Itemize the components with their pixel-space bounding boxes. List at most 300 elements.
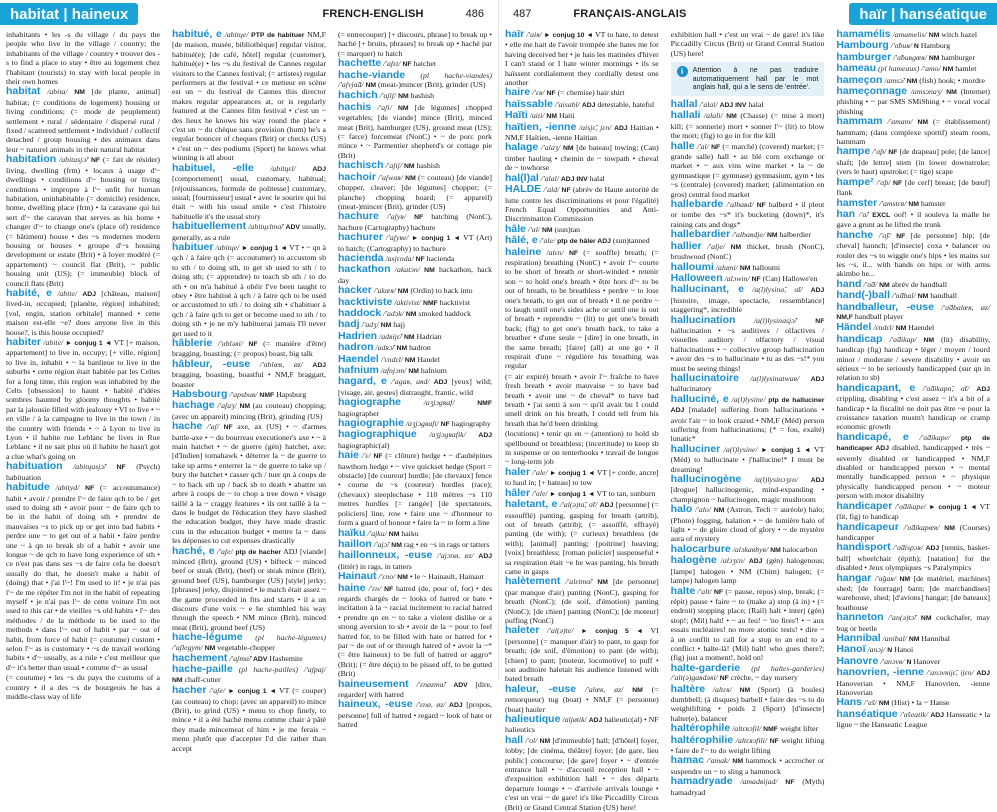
grammar-label: NM xyxy=(397,104,409,112)
headword: haletant, e xyxy=(505,498,558,511)
dictionary-entry xyxy=(671,111,825,140)
headword: hallucinogène xyxy=(670,473,742,486)
grammar-label: NF xyxy=(569,249,579,257)
pronunciation: /ɛndɛl/ xyxy=(873,323,894,333)
definition-text: [yeux] wild; [visage, air, gestes] distraught, frantic, wild xyxy=(338,377,493,397)
grammar-label: ADJ xyxy=(82,290,96,298)
definition-text: (gén) halogenous; [lampe] halogen • NM (Chim) halogen; (= lampe) halogen lamp xyxy=(670,556,825,586)
headword: habituellement xyxy=(172,220,247,233)
definition-text: (sun)tan xyxy=(554,224,581,234)
headword: hanséatique xyxy=(836,707,898,720)
headword: hâbleur, -euse xyxy=(172,357,251,370)
pronunciation: /'alje/ xyxy=(707,241,725,251)
pronunciation: /abityd/ xyxy=(55,483,80,493)
dictionary-entry xyxy=(6,155,160,288)
grammar-label: NM xyxy=(405,174,416,182)
definition-text: hatchet xyxy=(413,59,436,69)
pronunciation: /akatɔn/ xyxy=(394,265,420,275)
grammar-label: ADJ xyxy=(599,502,614,510)
grammar-label: NM xyxy=(944,524,955,532)
definition-text: (au couteau) chopping; (avec un appareil) mincing (Brit), grinding (US) xyxy=(172,401,327,421)
dictionary-entry xyxy=(836,117,990,146)
dictionary-entry xyxy=(172,633,326,653)
pronunciation: /'aʃɛt/ xyxy=(383,59,401,69)
grammar-label: ► conjug 1 ◄ xyxy=(227,688,277,696)
grammar-label: ► conjug 1 ◄ xyxy=(241,244,288,252)
pronunciation: /'anɔvʀijɛ̃, ijɛn/ xyxy=(926,668,974,678)
pronunciation: /adʀijɛ̃/ xyxy=(379,331,403,341)
right-column-3 xyxy=(830,28,996,730)
grammar-label: ADJ xyxy=(810,477,825,485)
grammar-label: NM xyxy=(239,403,251,411)
pronunciation: /a(l)lysinasjɔ̃/ xyxy=(753,315,797,325)
dictionary-entry xyxy=(338,451,492,527)
grammar-label: NM xyxy=(397,574,408,582)
pronunciation: /alɔʒɛn/ xyxy=(720,556,745,566)
definition-text: [de drapeau] pole; [de lance] shaft; [de lettre] stem (in lower downstroke; (vers le haut) upstroke; (= tige) scape xyxy=(836,147,991,177)
grammar-label: NM xyxy=(403,163,415,171)
grammar-label: ADJ xyxy=(748,558,763,566)
grammar-label: NM xyxy=(942,66,954,74)
pronunciation: (pl hameaux) /'amo/ xyxy=(877,64,941,74)
grammar-label: NMF xyxy=(477,400,492,408)
grammar-label: NM xyxy=(404,356,416,364)
headword: Hannibal xyxy=(836,631,881,644)
definition-text: (= établissement) hammam; (dans complexe sportif) steam room, hammam xyxy=(836,117,991,147)
headword: haltérophile xyxy=(670,722,731,735)
definition-text: VT [+ corde, ancre] to haul in; [+ bateau] to tow xyxy=(505,467,659,488)
pronunciation: (pl hache-légumes) /'aʃlegym/ xyxy=(172,633,326,652)
dictionary-entry xyxy=(671,475,825,504)
headword: handicapant, e xyxy=(836,381,916,394)
grammar-label: NM xyxy=(766,232,778,240)
grammar-label: NF xyxy=(888,149,898,157)
dictionary-entry xyxy=(836,300,991,323)
pronunciation: (pl hache-viandes) /'aʃvjɑ̃d/ xyxy=(338,70,492,90)
grammar-label: EXCL xyxy=(872,211,891,219)
definition-text: weight lifter xyxy=(779,724,819,734)
pronunciation: /'ɑ̃s/ xyxy=(863,698,877,708)
pronunciation: /'agaʀ, aʀd/ xyxy=(391,377,430,387)
definition-text: [personne] (= essoufflé) panting, gasping for breath (attrib), out of breath (attrib); (= assoiffé, effrayé) panting (de with); (= curieux) breathless (de with); [animal] panting; [poitrine] heaving; [voix] breathless; [roman policier] suspenseful • sa respiration était ~e he was panting, his breath came in gasps xyxy=(505,500,659,576)
definition-text: (Chasse) (= mise à mort) kill; (= sonnerie) mort • sonner l'~ (lit) to blow the mort; (fig) to go in for the kill xyxy=(670,111,825,141)
dictionary-entry xyxy=(172,401,326,421)
pronunciation: /'adɔk/ xyxy=(383,308,404,318)
definition-text: (= couteau) [de viande] chopper, cleaver; [de légumes] chopper; (= planche) chopping board; (= appareil) (meat-)mincer (Brit), grinder (US) xyxy=(338,172,492,211)
headword: HALDE xyxy=(505,183,542,196)
pronunciation: /abitasjɔ̃/ xyxy=(59,155,89,165)
headword: hachure xyxy=(338,210,379,223)
headword: hâle xyxy=(505,222,527,235)
headword: habituation xyxy=(6,460,63,473)
grammar-label: ADJ xyxy=(581,101,596,109)
pronunciation: /abite/ xyxy=(57,288,78,298)
pronunciation: /adʀɔ̃/ xyxy=(375,343,395,353)
grammar-label: ADJ xyxy=(478,553,493,561)
definition-text: detestable, hateful xyxy=(597,99,655,109)
right-column-1 xyxy=(499,28,665,812)
headword: haché, e xyxy=(172,544,215,557)
definition-text: halberdier xyxy=(779,230,812,240)
pronunciation: /afnjɔm/ xyxy=(380,366,407,375)
headword: Hadrien xyxy=(338,329,378,342)
definition-text: [dire, regarder] with hatred xyxy=(338,679,492,699)
definition-text: VT (lit, fig) to handicap xyxy=(836,501,990,522)
pronunciation: /'ɑle/ xyxy=(539,236,556,246)
definition-text: [comportement] usual, customary, habitual; [réjouissances, formule de politesse] customary, usual; [fournisseur] usual • avec le sourire qui lui était ~ with his usual smile • c'est l'histoire habituelle it's the usual story xyxy=(172,174,326,221)
grammar-label: NM xyxy=(879,281,890,289)
headword: hacher xyxy=(172,684,207,697)
definition-text: hagiographic(al) xyxy=(338,440,390,450)
pronunciation: /'aʃe/ xyxy=(209,686,226,696)
definition-text: Haitian • NM,F Haïtien, -ienne Haitian xyxy=(505,122,659,143)
definition-text: Hanseatic • la ligue ~ the Hanseatic League xyxy=(836,709,991,730)
headword: halte xyxy=(670,584,696,597)
definition-text: hagiography xyxy=(451,419,491,429)
pronunciation: /'ɑ̃buʀgœʀ/ xyxy=(893,52,927,62)
info-icon: i xyxy=(677,66,688,77)
dictionary-entry xyxy=(671,30,825,58)
headword: hâlé, e xyxy=(505,234,538,247)
grammar-label: NF xyxy=(756,202,766,210)
dictionary-entry xyxy=(338,30,492,58)
headword: hagard, e xyxy=(338,375,387,388)
dictionary-entry xyxy=(836,381,991,432)
definition-text: (Internet) phishing • ~ par SMS SMiShing • ~ vocal vocal phishing xyxy=(836,87,991,116)
definition-text: [de plante, animal] habitat; (= conditions de logement) housing or living conditions; (= mode de peuplement) settlement • rural / sédentaire / dispersé rural / fixed / scattered settlement • individuel / collectif detached / group housing • des animaux dans leur ~ naturel animals in their natural habitat xyxy=(6,87,161,154)
headword: halloumi xyxy=(670,260,714,273)
definition-text: VT (= couper) (au couteau) to chop; (avec un appareil) to mince (Brit), to grind (US) • menu to chop finely, to mince • il a été haché menu comme chair à pâté they made mincemeat of him • je me ferais ~ menu plutôt que d'accepter I'd die rather than accept xyxy=(172,686,327,753)
grammar-label: NM xyxy=(928,32,940,39)
pronunciation: /alɛn/ xyxy=(546,247,564,257)
headword: hameçon xyxy=(836,73,883,86)
grammar-label: NM xyxy=(899,575,911,583)
headword: habituel, -elle xyxy=(172,161,254,174)
grammar-label: ADJ xyxy=(312,165,326,173)
right-guide-words: haïr | hanséatique xyxy=(849,3,997,25)
definition-text: axe, ax (US) • ~ d'armes battle-axe • ~ du bourreau executioner's axe • ~ à main hatchet • ~ de guerre (gén) hatchet, axe; [d'Indien] tomahawk • déterrer la ~ de guerre to take up arms • enterrer la ~ de guerre to take up / bury the hatchet • casser qch / tuer qn à coups de ~ to hack sth up / hack sb to death • abattre un arbre à coups de ~ to chop a tree down • visage taillé à la ~ craggy features • ils ont taillé à la ~ dans le budget de l'éducation they have slashed the education budget, they have made drastic cuts in the education budget • mettre la ~ dans les dépenses to cut expenses drastically xyxy=(172,422,327,546)
headword: hachich xyxy=(338,89,378,102)
pronunciation: /a(l)lysinɑ̃, ɑ̃t/ xyxy=(752,285,803,295)
pronunciation: /a(l)lysinɔʒɛn/ xyxy=(753,475,799,485)
grammar-label: ADJ xyxy=(810,375,825,383)
headword: haire xyxy=(505,86,531,99)
pronunciation: /'ɑ̃dikapœʀ/ xyxy=(903,522,940,532)
definition-text: (Ordin) to hack into xyxy=(410,286,473,296)
dictionary-entry xyxy=(505,245,659,371)
headword: hallebarde xyxy=(670,198,724,211)
dictionary-entry xyxy=(505,97,659,110)
definition-text: Hapsburg xyxy=(276,390,307,400)
grammar-label: NF xyxy=(415,255,425,263)
definition-text: Hanover xyxy=(913,656,941,666)
headword: hallier xyxy=(670,239,702,252)
definition-text: (= accoutumance) habit • avoir / prendre l'~ de faire qch to be / get used to doing sth • avoir pour ~ de faire qch to be in the habit of doing sth • prendre de mauvaises ~s to pick up or get into bad habits • perdre une ~ to get out of a habit • faire perdre une ~ à qn to break sb of a habit • avoir une longue ~ de qch to have long experience of sth • ce n'est pas dans ses ~s de faire cela he doesn't usually do that, he doesn't make a habit of (doing) that • j'ai l'~! I'm used to it! • je n'ai pas l'~ de me répéter I'm not in the habit of repeating myself • je n'ai pas l'~ de cette voiture I'm not used to this car • de vieilles ~s old habits • l'~ des méthodes / de la méthode to be used to the methods • dans l'~ out of habit • par ~ out of habit, from force of habit (= coutume) custom • selon l'~ as is customary • ~s de travail working habits • d'~ usually, as a rule • c'est meilleur que d'~ it's better than usual • comme d'~ as usual xyxy=(6,483,160,672)
headword: hamster xyxy=(836,196,878,209)
pronunciation: /anibal/ xyxy=(882,633,907,643)
pronunciation: /'aʃyʀ/ xyxy=(386,212,407,222)
definition-text: hashish xyxy=(410,91,435,101)
pronunciation: /a(l)lysinatwaʀ/ xyxy=(750,373,800,383)
definition-text: hammock • accrocher or suspendre un ~ to sling a hammock xyxy=(670,756,825,776)
definition-text: handball xyxy=(930,291,958,301)
pronunciation: /alumi/ xyxy=(715,262,738,272)
grammar-label: NM xyxy=(408,368,419,375)
dictionary-entry xyxy=(6,483,160,672)
dictionary-entry xyxy=(505,500,659,576)
left-columns xyxy=(0,28,498,753)
definition-text: hatching (NonC), hachure (Cartography) hachure xyxy=(338,212,492,232)
grammar-label: NF xyxy=(414,214,424,222)
dictionary-entry xyxy=(836,207,990,230)
grammar-label: NM xyxy=(424,267,435,275)
headword: hacktiviste xyxy=(338,295,393,308)
pronunciation: /'adʒ/ xyxy=(361,320,379,330)
pronunciation: /'akœʀ/ xyxy=(373,286,396,296)
dictionary-entry xyxy=(836,196,990,209)
pronunciation: /'ɛʀ/ xyxy=(532,88,545,98)
grammar-label: NM xyxy=(172,676,183,684)
headword: hafnium xyxy=(338,364,379,376)
grammar-label: ADJ xyxy=(478,432,493,440)
dictionary-entry xyxy=(6,673,160,701)
dictionary-entry xyxy=(172,665,326,685)
grammar-label: NM xyxy=(895,325,907,333)
dictionary-entry xyxy=(836,87,990,116)
definition-text: hallucinatory xyxy=(670,384,712,394)
pronunciation: /'ɑ̃ʃ/ xyxy=(878,230,891,240)
grammar-label: NF xyxy=(116,464,126,472)
headword: halage xyxy=(505,141,539,154)
grammar-label: ► conjug 1 ◄ xyxy=(411,235,461,243)
grammar-label: NF xyxy=(85,485,95,493)
definition-text: (= manière d'être) bragging, boasting; (= propos) boast, big talk xyxy=(172,339,326,359)
grammar-label: NM xyxy=(739,686,751,694)
grammar-label: NM xyxy=(917,119,929,127)
dictionary-entry xyxy=(172,357,327,389)
pronunciation: /'ajku/ xyxy=(367,528,387,538)
headword: hache-viande xyxy=(338,68,406,81)
headword: Hanoï xyxy=(836,643,866,656)
pronunciation: /aʒjɔgʀafik/ xyxy=(429,430,466,440)
grammar-label: NM xyxy=(739,264,751,272)
pronunciation: /'amak/ xyxy=(706,756,730,766)
grammar-label: NM xyxy=(546,113,557,121)
definition-text: (Courses) handicapper xyxy=(836,522,991,542)
pronunciation: (pl haltes-garderies) /'alt(ə)gaʀdəʀi/ xyxy=(670,663,825,683)
definition-text: (Psych) habituation xyxy=(6,462,161,482)
definition-text: hackathon, hack day xyxy=(338,265,492,285)
pronunciation: /'alœʀ, øz/ xyxy=(584,684,624,694)
headword: Haendel xyxy=(338,352,379,365)
grammar-label: ptp de halluciner ADJ xyxy=(670,396,825,415)
definition-text: (littér) in rags, in tatters xyxy=(338,561,412,571)
headword: hameau xyxy=(836,62,877,75)
dictionary-entry xyxy=(505,143,659,172)
pronunciation: /'al(ə)tɑ̃, ɑ̃t/ xyxy=(559,500,598,510)
dictionary-entry xyxy=(670,733,825,756)
pronunciation: /amadʀijad/ xyxy=(740,777,778,787)
headword: hallucinatoire xyxy=(670,371,739,384)
headword: habituer xyxy=(172,240,214,253)
definition-text: VT (Méd) to hallucinate • j'hallucine!* I must be dreaming! xyxy=(670,444,825,474)
grammar-label: NM xyxy=(632,686,643,694)
headword: hanovrien, -ienne xyxy=(836,666,924,679)
dictionary-entry xyxy=(836,430,991,501)
grammar-label: NM xyxy=(539,737,551,745)
grammar-label: NM xyxy=(920,615,932,623)
dictionary-entry xyxy=(338,430,492,450)
pronunciation: /aljøtik/ xyxy=(562,715,587,725)
definition-text: halieutic(al) • NF halieutics xyxy=(505,715,659,735)
dictionary-entry xyxy=(6,30,160,86)
definition-text: Hannibal xyxy=(921,633,950,643)
definition-text: NM,F [de maison, musée, bibliothèque] regular visitor, habitué(e); [de café, hôtel] regular (customer), habitué(e) • les ~s du festival de Cannes regular visitors to the Cannes festival; (= artistes) regular performers at the festival • ce metteur en scène est un ~ du festival de Cannes this director makes regular appearances at, or is regularly featured at the Cannes film festival • c'est un ~ des lieux he knows his way round the place • c'est un ~ du chèque sans provision (hum) he's a regular bouncer of cheques (Brit) or checks (US) • c'est un ~ des podiums (Sport) he knows what winning is all about xyxy=(172,30,327,163)
grammar-label: NM xyxy=(908,200,919,208)
pronunciation: /'ɑ̃gaʀ/ xyxy=(874,573,897,583)
definition-text: hadron xyxy=(409,343,431,353)
grammar-label: NM xyxy=(906,77,918,85)
dictionary-entry xyxy=(505,682,659,714)
headword: hand(-)ball xyxy=(836,289,891,302)
dictionary-entry xyxy=(172,161,326,221)
pronunciation: /'ɑ̃/ xyxy=(858,209,869,219)
headword: hamac xyxy=(670,754,704,767)
dictionary-entry xyxy=(836,147,990,176)
headword: hallucination xyxy=(670,313,736,326)
dictionary-entry xyxy=(505,30,659,87)
pronunciation: /'ɑblœʀ, øz/ xyxy=(259,359,303,369)
definition-text: (Astron, Tech = auréole) halo; (Photo) fogging, halation • ~ de lumière halo of light • ~ de gloire cloud of glory • ~ de mystère aura of mystery xyxy=(670,505,825,544)
dictionary-entry xyxy=(6,87,160,154)
grammar-label: NM xyxy=(74,89,85,97)
grammar-label: NM xyxy=(726,113,737,121)
grammar-label: NM xyxy=(713,507,725,515)
headword: Habsbourg xyxy=(172,388,228,401)
definition-text: [histoire, image, spectacle, ressemblance] staggering*, incredible xyxy=(670,295,825,315)
pronunciation: /abitɥe/ xyxy=(224,30,249,39)
headword: halluciner xyxy=(670,442,721,455)
dictionary-entry xyxy=(671,756,825,776)
headword: hamburger xyxy=(836,50,892,63)
pronunciation: /'aisabl/ xyxy=(554,99,580,109)
dictionary-entry xyxy=(338,398,492,418)
definition-text: hamburger xyxy=(941,52,975,62)
grammar-label: ADJ xyxy=(614,124,628,132)
dictionary-entry xyxy=(670,239,825,262)
grammar-label: NF xyxy=(713,588,724,596)
dictionary-entry xyxy=(836,228,991,279)
grammar-label: NM xyxy=(563,145,574,153)
dictionary-entry xyxy=(836,332,991,383)
pronunciation: /'ɑ̃dispɔʀ/ xyxy=(893,543,923,553)
headword: haine xyxy=(338,581,366,594)
definition-text: • le ~ Hainault, Hainaut xyxy=(409,572,484,582)
headword: haineusement xyxy=(338,677,409,690)
pronunciation: /alɔwin/ xyxy=(724,273,750,283)
headword: Halloween xyxy=(670,271,723,284)
headword: hadj xyxy=(338,318,360,331)
pronunciation: /'aʃ/ xyxy=(206,422,220,432)
grammar-label: NM xyxy=(878,700,890,708)
grammar-label: NM xyxy=(396,345,408,353)
definition-text: smoked haddock xyxy=(418,308,471,318)
definition-text: [château, maison] lived-in, occupied; [planète, région] inhabited; [vol, engin, station orbitale] manned • cette maison est-elle ~e? does anyone live in this house?, is this house occupied? xyxy=(6,288,160,337)
pronunciation: /abitɥɛlmɑ̃/ xyxy=(248,222,284,232)
headword: hachoir xyxy=(338,170,376,183)
pronunciation: /'alɛtmɑ̃/ xyxy=(565,577,593,587)
grammar-label: NM xyxy=(365,82,377,90)
pronunciation: /amamelis/ xyxy=(892,30,927,39)
definition-text: [malade] suffering from hallucinations • avoir l'air ~ to look crazed • NM,F (Méd) person suffering from hallucinations; (* = fou, exalté) lunatic* xyxy=(670,405,825,444)
dictionary-entry xyxy=(172,30,326,163)
grammar-label: ADJ xyxy=(433,379,448,387)
dictionary-entry xyxy=(6,286,160,337)
definition-text: halocarbon xyxy=(782,544,818,554)
pronunciation: /alɔkaʀbyʀ/ xyxy=(732,544,769,554)
left-guide-words: habitat | haineux xyxy=(0,3,138,25)
grammar-label: NM xyxy=(397,288,409,296)
definition-text: inhabitants • les -s du village / du pays the people who live in the village / country; the inhabitants of the village / country • trouver des -s to find a place to stay • être au logement chez l'habitant (tourists) to stay with local people in their own homes xyxy=(6,30,160,87)
headword: halogène xyxy=(670,554,717,567)
definition-text: hashish xyxy=(416,161,440,171)
pronunciation: /'aʃaʒ/ xyxy=(217,401,237,411)
pronunciation: /'anɔvʀ/ xyxy=(880,656,905,666)
grammar-label: ADJ xyxy=(588,717,603,725)
grammar-label: ADJ INV xyxy=(719,102,747,109)
dictionary-entry xyxy=(338,233,492,253)
headword: haleine xyxy=(505,245,542,258)
definition-text: Hanoi xyxy=(894,645,914,655)
grammar-label: NM xyxy=(405,310,417,318)
grammar-label: ADJ xyxy=(976,670,991,678)
definition-text: (= remorqueur) tug (boat) • NM,F (= personne) (boat) hauler xyxy=(505,684,659,714)
definition-text: VT to hate, to detest • elle me hait de l'avoir trompée she hates me for having deceived her • je hais les matinées d'hiver I can't stand or I hate winter mornings • ils se haïssent cordialement they cordially detest one another xyxy=(505,30,659,88)
definition-text: (Sport) (à boules) dumbbell; (à disques) barbell • faire des ~s to do weightlifting • poids 2 (Sport) [d'insecte] halter(e), balancer xyxy=(670,684,825,723)
definition-text: weight lifting • faire de l'~ to do weight lifting xyxy=(670,735,825,755)
definition-text: (= entrecouper) [+ discours, phrase] to break up • haché [+ bruits, phrases] to break up • haché par (= marquer) to hatch xyxy=(338,30,492,58)
definition-text: [de bateau] towing; (Can) timber hauling • chemin de ~ towpath • cheval de ~ towhorse xyxy=(505,143,659,173)
grammar-label: ptp de hacher xyxy=(235,548,282,556)
pronunciation: /'ald/ xyxy=(543,185,560,195)
pronunciation: /'amam/ xyxy=(887,117,913,127)
dictionary-entry xyxy=(836,543,990,572)
pronunciation: /'ɑ̃dikape/ xyxy=(919,432,951,442)
definition-text: (Can) Hallowe'en xyxy=(762,273,818,283)
definition-text: cockchafer, may bug or beetle xyxy=(836,613,991,633)
grammar-label: ADV xyxy=(285,224,300,232)
right-page-header xyxy=(499,0,997,28)
headword: hachette xyxy=(338,57,382,70)
dictionary-entry xyxy=(505,465,659,488)
headword: hachement xyxy=(172,652,228,664)
pronunciation: /altɛʀɔfil/ xyxy=(732,724,762,734)
headword: haddock xyxy=(338,306,382,319)
pronunciation: /'ɑ̃dikap/ xyxy=(889,334,917,344)
definition-text: (= souffle) breath; (= respiration) breathing (NonC) • avoir l'~ courte to be short of breath or short-winded • retenir son ~ to hold one's breath • être hors d'~ to be out of breath, to be breathless • perdre ~ to lose one's breath, to get out of breath • il ne perdre ~ to laugh until one's sides ache or until one is out of breath • reprendre ~ (lit) to get one's breath back; (fig) to get one's breath back, to take a breather • d'une seule ~ [dire] in one breath, in the same breath; [faire] (all) at one go • il respirait d'une ~ régulière his breathing was regular xyxy=(505,247,659,371)
definition-text: halberd • il pleut or tombe des ~s* it's bucketing (down)*, it's raining cats and dogs* xyxy=(670,200,825,229)
pronunciation: /anɔj/ xyxy=(867,645,886,655)
grammar-label: NF xyxy=(719,675,729,683)
pronunciation: /'ɑ̃seatik/ xyxy=(899,709,929,719)
grammar-label: NM xyxy=(542,226,553,234)
pronunciation: /'ajɔ̃/ xyxy=(373,539,390,549)
dictionary-entry xyxy=(670,584,825,663)
definition-text: (lit) disability, handicap (fig) handicap • léger / moyen / lourd minor / moderate / severe disability • avoir un sérieux ~ to be seriously handicapped (sur qn in relation to sb) xyxy=(836,334,991,383)
pronunciation: /'ol/ xyxy=(525,735,538,745)
left-column-3 xyxy=(332,30,498,730)
dictionary-entry xyxy=(671,777,825,797)
